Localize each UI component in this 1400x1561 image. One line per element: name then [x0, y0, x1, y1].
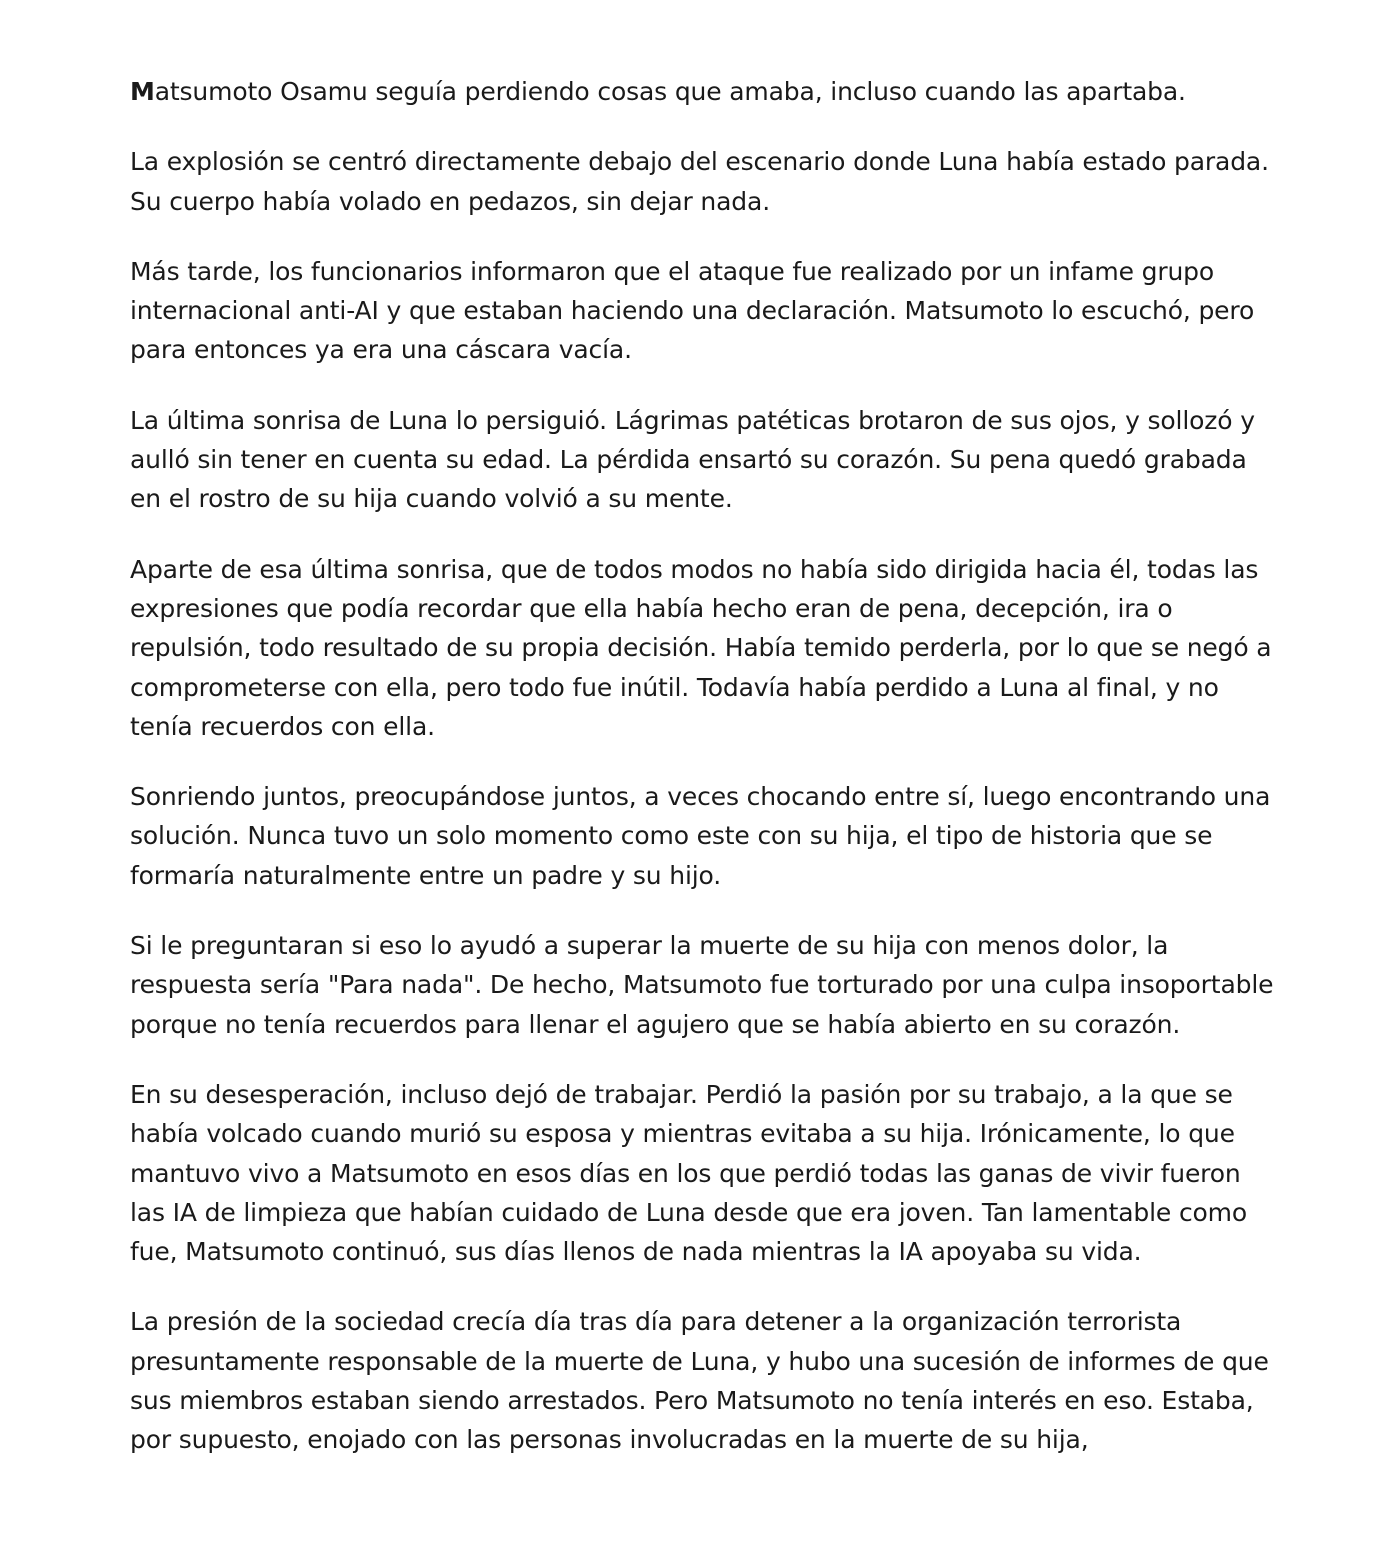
drop-cap-initial: M [130, 77, 155, 106]
paragraph-1 [130, 72, 1280, 111]
paragraph-5: Aparte de esa última sonrisa, que de todos modos no había sido dirigida hacia él, todas las expresiones que podía recordar que ella había hecho eran de pena, decepción, ira o repulsión, todo resultado de su propia decisión. Había temido perderla, por lo que se negó a comprometerse con ella, pero todo fue inútil. Todavía había perdido a Luna al final, y no tenía recuerdos con ella. [130, 554, 1272, 741]
paragraph-4: La última sonrisa de Luna lo persiguió. Lágrimas patéticas brotaron de sus ojos, y sollozó y aulló sin tener en cuenta su edad. La pérdida ensartó su corazón. Su pena quedó grabada en el rostro de su hija cuando volvió a su mente. [130, 405, 1255, 514]
paragraph-2: La explosión se centró directamente debajo del escenario donde Luna había estado parada. Su cuerpo había volado en pedazos, sin dejar nada. [130, 147, 1269, 216]
document-page [130, 72, 1280, 1491]
paragraph-1-text: atsumoto Osamu seguía perdiendo cosas que amaba, incluso cuando las apartaba. [154, 77, 1186, 106]
paragraph-3: Más tarde, los funcionarios informaron que el ataque fue realizado por un infame grupo internacional anti-AI y que estaban haciendo una declaración. Matsumoto lo escuchó, pero para entonces ya era una cáscara vacía. [130, 256, 1255, 365]
paragraph-9: La presión de la sociedad crecía día tras día para detener a la organización terrorista presuntamente responsable de la muerte de Luna, y hubo una sucesión de informes de que sus miembros estaban siendo arrestados. Pero Matsumoto no tenía interés en eso. Estaba, por supuesto, enojado con las personas involucradas en la muerte de su hija, [130, 1307, 1269, 1455]
paragraph-6: Sonriendo juntos, preocupándose juntos, a veces chocando entre sí, luego encontrando una solución. Nunca tuvo un solo momento como este con su hija, el tipo de historia que se formaría naturalmente entre un padre y su hijo. [130, 782, 1271, 890]
paragraph-7: Si le preguntaran si eso lo ayudó a superar la muerte de su hija con menos dolor, la respuesta sería "Para nada". De hecho, Matsumoto fue torturado por una culpa insoportable porque no tenía recuerdos para llenar el agujero que se había abierto en su corazón. [130, 931, 1274, 1039]
paragraph-8: En su desesperación, incluso dejó de trabajar. Perdió la pasión por su trabajo, a la que se había volcado cuando murió su esposa y mientras evitaba a su hija. Irónicamente, lo que mantuvo vivo a Matsumoto en esos días en los que perdió todas las ganas de vivir fueron las IA de limpieza que habían cuidado de Luna desde que era joven. Tan lamentable como fue, Matsumoto continuó, sus días llenos de nada mientras la IA apoyaba su vida. [130, 1079, 1248, 1267]
